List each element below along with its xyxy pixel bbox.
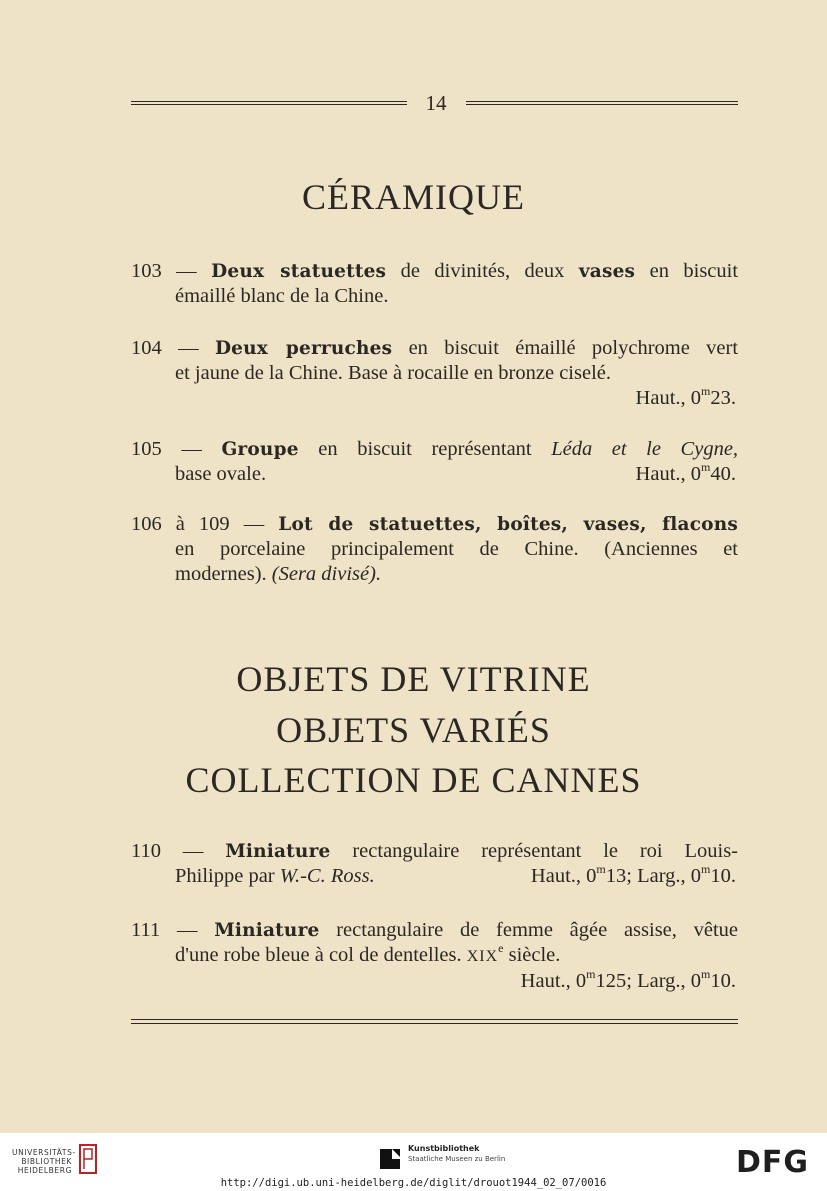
lot-text: en biscuit émaillé polychrome vert	[408, 337, 739, 359]
lot-title: Lot de statuettes, boîtes, vases, flacons	[278, 514, 738, 535]
lot-111-line-1	[131, 918, 738, 943]
library-subtitle: Staatliche Museen zu Berlin	[408, 1155, 506, 1163]
dim-unit: m	[586, 967, 596, 982]
library-title: Kunstbibliothek	[408, 1144, 480, 1153]
dim-unit: m	[701, 384, 711, 399]
lot-number: 103 —	[131, 260, 197, 282]
lot-italic: W.-C. Ross.	[279, 865, 375, 887]
lot-text: en biscuit représentant	[318, 438, 532, 460]
lot-text-2: d'une robe bleue à col de dentelles.	[175, 944, 462, 966]
lot-111-line-2	[131, 943, 738, 969]
section-title-ceramique: CÉRAMIQUE	[302, 177, 525, 217]
lot-103-line-1	[131, 259, 738, 284]
dim-unit-2: m	[701, 862, 711, 877]
lot-105	[131, 437, 738, 487]
lot-110-line-1	[131, 839, 738, 864]
lot-110-line-2	[131, 864, 738, 889]
dim-value-2: 10.	[710, 865, 736, 887]
lot-111-dimensions	[131, 969, 738, 994]
lot-text: rectangulaire représentant le roi Louis-	[352, 840, 739, 862]
lot-106-line-2: en porcelaine principalement de Chine. (Anciennes et	[175, 538, 738, 560]
dim-value: 125; Larg., 0	[595, 970, 702, 992]
lot-number: 106 à 109 —	[131, 513, 265, 535]
lot-103-line-2: émaillé blanc de la Chine.	[175, 285, 389, 307]
century-sup: e	[498, 941, 504, 956]
lot-text: de divinités, deux	[400, 260, 565, 282]
lot-106-line-3	[131, 562, 738, 587]
dim-label: Haut., 0	[635, 387, 702, 409]
lot-text-2: base ovale.	[175, 463, 267, 485]
dim-unit: m	[596, 862, 606, 877]
page-number: 14	[425, 91, 447, 115]
dim-value: 40.	[710, 463, 736, 485]
lot-110-author	[175, 864, 375, 889]
dim-label: Haut., 0	[635, 463, 702, 485]
lot-110	[131, 839, 738, 889]
lot-number: 105 —	[131, 438, 202, 460]
lot-italic: Léda et le Cygne,	[551, 438, 739, 460]
lot-105-line-1	[131, 437, 738, 462]
lot-number: 104 —	[131, 337, 199, 359]
lot-italic: (Sera divisé).	[271, 563, 382, 585]
lot-103	[131, 259, 738, 309]
section-title-cannes: COLLECTION DE CANNES	[185, 760, 642, 800]
lot-title: Miniature	[214, 920, 320, 941]
dim-value: 13; Larg., 0	[605, 865, 702, 887]
lot-104-dimensions	[131, 386, 738, 411]
lot-title: Miniature	[225, 841, 331, 862]
lot-104-line-1	[131, 336, 738, 361]
lot-title: Deux perruches	[214, 338, 393, 359]
lot-title: Deux statuettes	[211, 261, 387, 282]
lot-104-line-2: et jaune de la Chine. Base à rocaille en bronze ciselé.	[175, 362, 611, 384]
footer-rule	[131, 1019, 738, 1024]
dim-label: Haut., 0	[530, 865, 597, 887]
century: XIX	[466, 948, 499, 965]
source-url[interactable]: http://digi.ub.uni-heidelberg.de/diglit/drouot1944_02_07/0016	[220, 1177, 607, 1189]
lot-104	[131, 336, 738, 411]
dim-unit: m	[701, 460, 711, 475]
kunstbibliothek-logo-icon	[378, 1145, 402, 1171]
dim-label: Haut., 0	[520, 970, 587, 992]
lot-text-2: Philippe par	[175, 865, 275, 887]
lot-111	[131, 918, 738, 994]
dim-value: 23.	[710, 387, 736, 409]
header-rule-right	[466, 101, 738, 105]
lot-title: Groupe	[221, 439, 299, 460]
dim-unit-2: m	[701, 967, 711, 982]
section-title-objets-varies: OBJETS VARIÉS	[276, 710, 551, 750]
lot-title-2: vases	[578, 261, 636, 282]
lot-text: rectangulaire de femme âgée assise, vêtue	[336, 919, 739, 941]
lot-number: 110 —	[131, 840, 204, 862]
lot-105-line-2	[131, 462, 738, 487]
lot-text-3: modernes).	[175, 563, 267, 585]
lot-105-dimensions	[636, 462, 738, 487]
lot-text-2: en biscuit	[649, 260, 739, 282]
dfg-logo: DFG	[736, 1145, 810, 1180]
university-name: UNIVERSITÄTS- BIBLIOTHEK HEIDELBERG	[12, 1148, 76, 1175]
section-title-vitrine: OBJETS DE VITRINE	[236, 659, 591, 699]
university-logo-icon	[76, 1143, 100, 1175]
lot-110-dimensions	[531, 864, 738, 889]
lot-number: 111 —	[131, 919, 198, 941]
digitization-footer	[0, 1133, 827, 1191]
header-rule-left	[131, 101, 407, 105]
lot-text-3: siècle.	[508, 944, 561, 966]
dim-value-2: 10.	[710, 970, 736, 992]
lot-106-line-1	[131, 512, 738, 537]
lot-106-109	[131, 512, 738, 587]
